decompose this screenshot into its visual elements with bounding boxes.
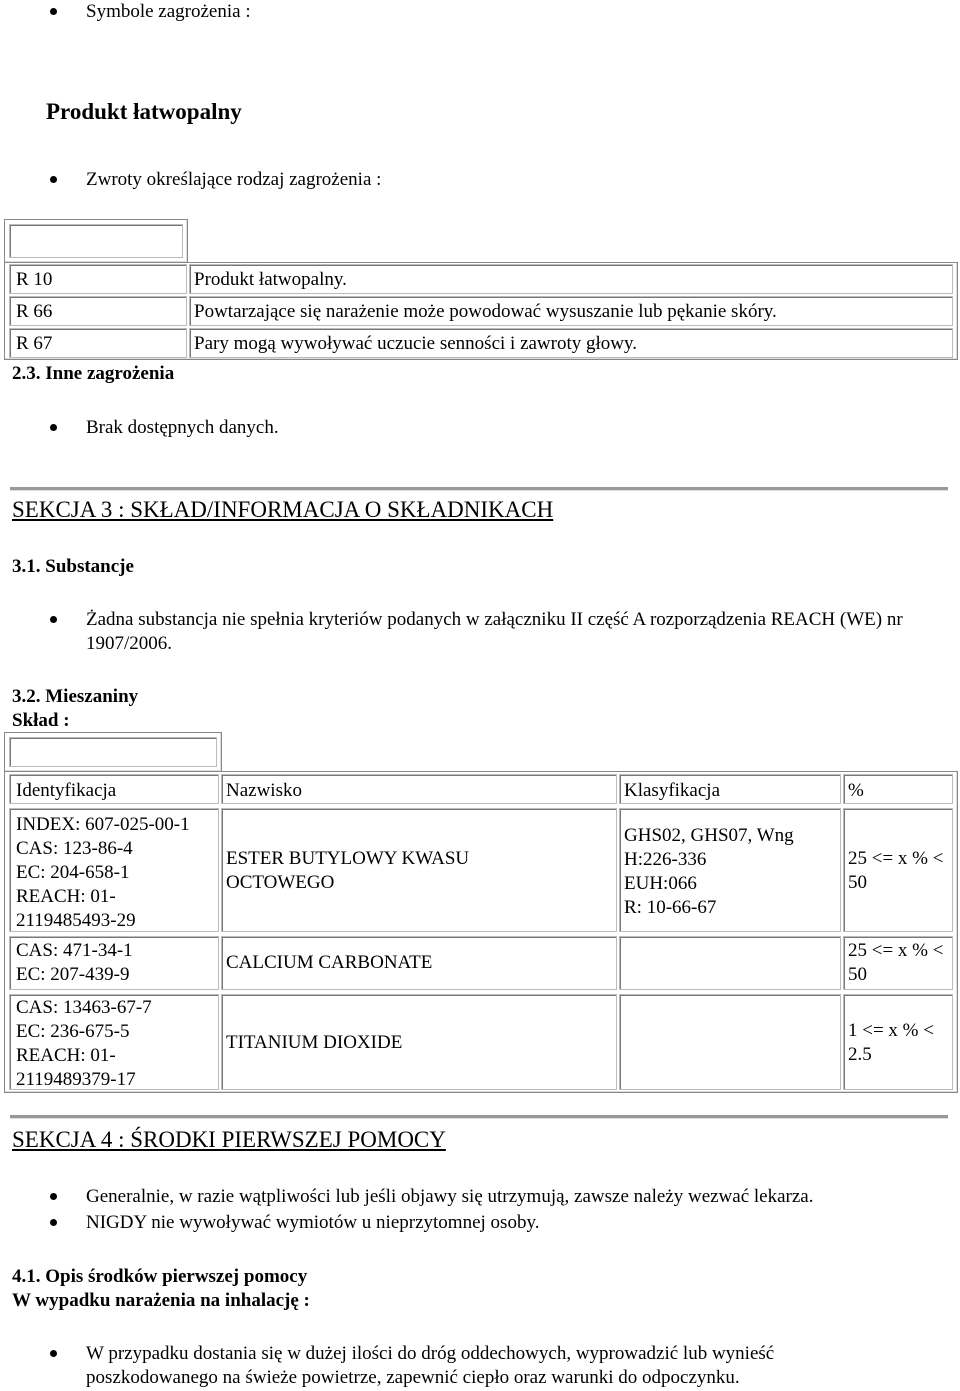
risk-code-cell: R 66 (9, 296, 187, 326)
composition-empty-header (4, 732, 222, 772)
product-title: Produkt łatwopalny (46, 99, 242, 124)
other-hazards-text: Brak dostępnych danych. (86, 417, 279, 438)
inhalation-heading: W wypadku narażenia na inhalację : (12, 1290, 310, 1311)
risk-table-empty-header (4, 219, 188, 263)
percent-cell: 25 <= x % < 50 (843, 936, 953, 990)
section3-title: SEKCJA 3 : SKŁAD/INFORMACJA O SKŁADNIKACH (12, 497, 554, 522)
hazard-symbols-label: Symbole zagrożenia : (86, 1, 251, 22)
bullet-icon (50, 176, 57, 183)
section4-title: SEKCJA 4 : ŚRODKI PIERWSZEJ POMOCY (12, 1127, 446, 1152)
empty-cell (9, 737, 217, 767)
substances-heading: 3.1. Substancje (12, 556, 134, 577)
identification-cell: INDEX: 607-025-00-1 CAS: 123-86-4 EC: 204-658-1 REACH: 01- 2119485493-29 (9, 808, 219, 932)
other-hazards-heading: 2.3. Inne zagrożenia (12, 363, 175, 384)
risk-table (4, 262, 958, 360)
bullet-icon (50, 1219, 57, 1226)
risk-text-cell: Powtarzające się narażenie może powodować wysuszanie lub pękanie skóry. (189, 296, 953, 326)
bullet-icon (50, 8, 57, 15)
section-divider (10, 487, 948, 491)
bullet-icon (50, 1350, 57, 1357)
section-divider (10, 1115, 948, 1119)
header-cell: Klasyfikacja (619, 774, 841, 804)
risk-text-cell: Pary mogą wywoływać uczucie senności i zawroty głowy. (189, 328, 953, 358)
header-cell: Nazwisko (221, 774, 617, 804)
inhalation-text: W przypadku dostania się w dużej ilości do dróg oddechowych, wyprowadzić lub wynieść poszkodowanego na świeże powietrze, zapewnić ciepło oraz warunki do odpoczynku. (86, 1343, 775, 1388)
empty-cell (9, 224, 183, 258)
identification-cell: CAS: 471-34-1 EC: 207-439-9 (9, 936, 219, 990)
name-cell: ESTER BUTYLOWY KWASU OCTOWEGO (221, 808, 617, 932)
percent-cell: 25 <= x % < 50 (843, 808, 953, 932)
header-cell: Identyfikacja (9, 774, 219, 804)
name-cell: CALCIUM CARBONATE (221, 936, 617, 990)
header-cell: % (843, 774, 953, 804)
identification-cell: CAS: 13463-67-7 EC: 236-675-5 REACH: 01- 2119489379-17 (9, 994, 219, 1090)
percent-cell: 1 <= x % < 2.5 (843, 994, 953, 1090)
name-cell: TITANIUM DIOXIDE (221, 994, 617, 1090)
composition-label: Skład : (12, 710, 70, 731)
mixtures-heading: 3.2. Mieszaniny (12, 686, 139, 707)
classification-cell: GHS02, GHS07, Wng H:226-336 EUH:066 R: 10-66-67 (619, 808, 841, 932)
risk-code-cell: R 10 (9, 264, 187, 294)
composition-table (4, 771, 958, 1093)
substances-text: Żadna substancja nie spełnia kryteriów podanych w załączniku II część A rozporządzenia REACH (WE) nr 1907/2006. (86, 609, 903, 654)
first-aid-heading: 4.1. Opis środków pierwszej pomocy (12, 1266, 308, 1287)
bullet-icon (50, 616, 57, 623)
risk-code-cell: R 67 (9, 328, 187, 358)
classification-cell (619, 994, 841, 1090)
risk-phrases-label: Zwroty określające rodzaj zagrożenia : (86, 169, 382, 190)
bullet-icon (50, 424, 57, 431)
bullet-icon (50, 1193, 57, 1200)
classification-cell (619, 936, 841, 990)
risk-text-cell: Produkt łatwopalny. (189, 264, 953, 294)
